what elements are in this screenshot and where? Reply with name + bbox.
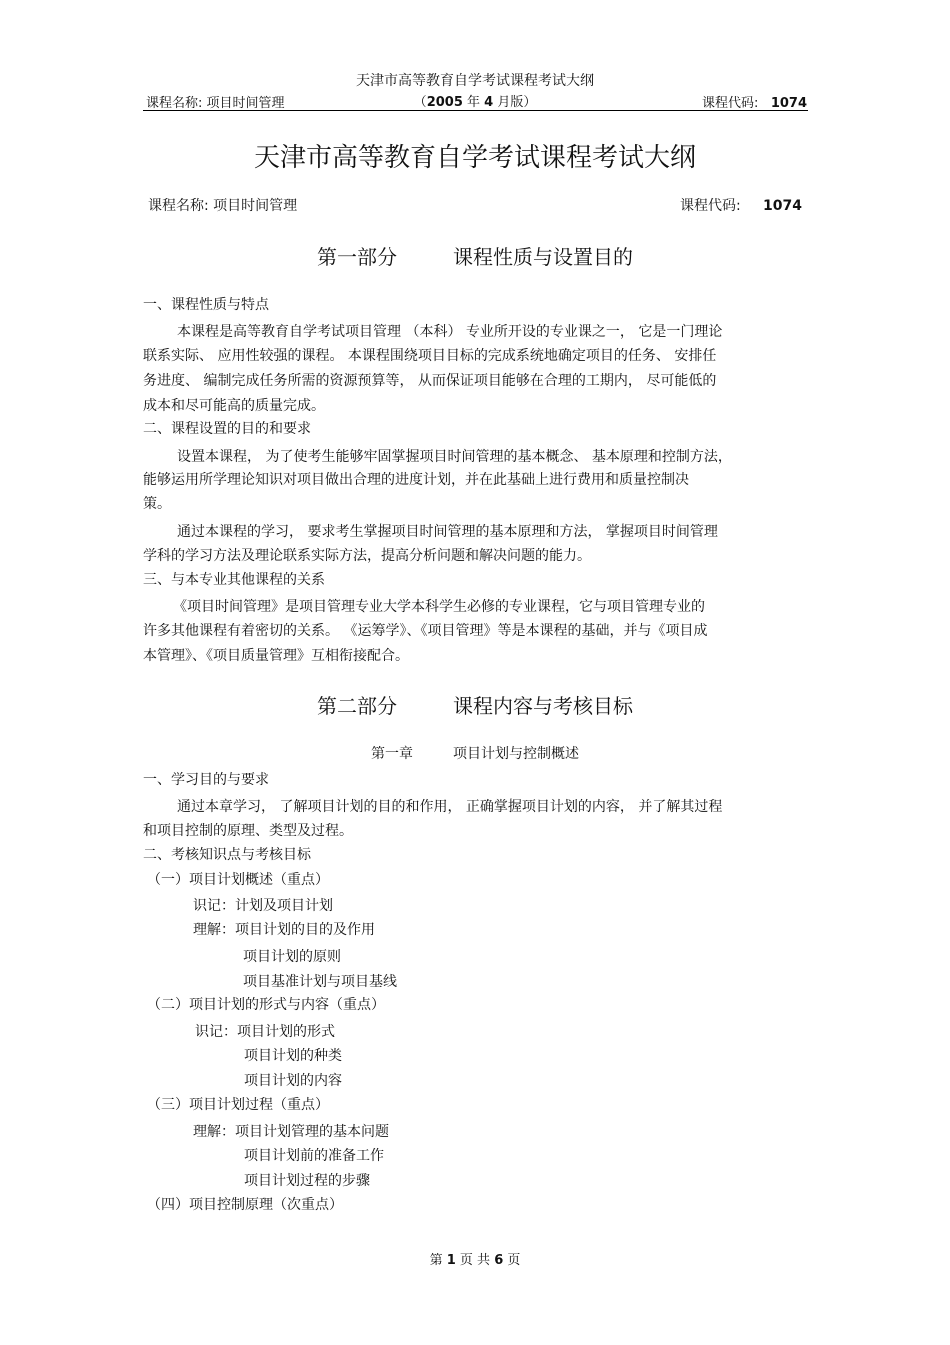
outline-item: 识记：计划及项目计划 bbox=[193, 898, 333, 914]
outline-item: 项目计划前的准备工作 bbox=[244, 1148, 384, 1164]
running-header-title: 天津市高等教育自学考试课程考试大纲 bbox=[356, 73, 594, 89]
paragraph-line: 本管理》、《项目质量管理》互相衔接配合。 bbox=[143, 648, 409, 664]
outline-item: （四）项目控制原理（次重点） bbox=[147, 1197, 343, 1213]
paragraph-line: 学科的学习方法及理论联系实际方法，提高分析问题和解决问题的能力。 bbox=[143, 548, 591, 564]
paragraph-line: 通过本课程的学习， 要求考生掌握项目时间管理的基本原理和方法， 掌握项目时间管理 bbox=[177, 524, 718, 540]
paragraph-line: 通过本章学习， 了解项目计划的目的和作用， 正确掌握项目计划的内容， 并了解其过程 bbox=[177, 799, 723, 815]
section-heading: 一、课程性质与特点 bbox=[143, 297, 269, 313]
section-heading: 三、与本专业其他课程的关系 bbox=[143, 572, 325, 588]
paragraph-line: 和项目控制的原理、类型及过程。 bbox=[143, 823, 353, 839]
outline-item: 项目计划的内容 bbox=[244, 1073, 342, 1089]
running-header-edition: （2005 年 4 月版） bbox=[413, 95, 537, 110]
outline-item: 项目计划的原则 bbox=[243, 949, 341, 965]
paragraph-line: 能够运用所学理论知识对项目做出合理的进度计划，并在此基础上进行费用和质量控制决 bbox=[143, 472, 689, 488]
course-code: 课程代码: 1074 bbox=[680, 198, 802, 214]
outline-item: （一）项目计划概述（重点） bbox=[147, 872, 329, 888]
outline-item: 理解：项目计划管理的基本问题 bbox=[193, 1124, 389, 1140]
running-header-course-code: 课程代码: 1074 bbox=[702, 96, 807, 111]
outline-item: 项目基准计划与项目基线 bbox=[243, 974, 397, 990]
paragraph-line: 《项目时间管理》是项目管理专业大学本科学生必修的专业课程，它与项目管理专业的 bbox=[173, 599, 705, 615]
outline-item: 项目计划的种类 bbox=[244, 1048, 342, 1064]
section-heading: 一、学习目的与要求 bbox=[143, 772, 269, 788]
course-name: 课程名称: 项目时间管理 bbox=[148, 198, 298, 214]
paragraph-line: 成本和尽可能高的质量完成。 bbox=[143, 398, 325, 414]
part-two-heading: 第二部分 课程内容与考核目标 bbox=[317, 694, 633, 718]
paragraph-line: 本课程是高等教育自学考试项目管理 （本科） 专业所开设的专业课之一， 它是一门理论 bbox=[177, 324, 723, 340]
paragraph-line: 许多其他课程有着密切的关系。 《运筹学》、《项目管理》等是本课程的基础，并与《项目成 bbox=[143, 623, 708, 639]
outline-item: 项目计划过程的步骤 bbox=[244, 1173, 370, 1189]
paragraph-line: 联系实际、 应用性较强的课程。 本课程围绕项目目标的完成系统地确定项目的任务、 安排任 bbox=[143, 348, 717, 364]
outline-item: （二）项目计划的形式与内容（重点） bbox=[147, 997, 385, 1013]
paragraph-line: 策。 bbox=[143, 496, 171, 512]
part-one-heading: 第一部分 课程性质与设置目的 bbox=[317, 245, 633, 269]
page-number-footer: 第 1 页 共 6 页 bbox=[429, 1253, 521, 1268]
header-divider bbox=[143, 110, 808, 111]
paragraph-line: 设置本课程， 为了使考生能够牢固掌握项目时间管理的基本概念、 基本原理和控制方法， bbox=[177, 449, 732, 465]
outline-item: 识记：项目计划的形式 bbox=[195, 1024, 335, 1040]
running-header-course-name: 课程名称: 项目时间管理 bbox=[146, 96, 285, 111]
section-heading: 二、考核知识点与考核目标 bbox=[143, 847, 311, 863]
outline-item: （三）项目计划过程（重点） bbox=[147, 1097, 329, 1113]
document-title: 天津市高等教育自学考试课程考试大纲 bbox=[253, 143, 696, 173]
paragraph-line: 务进度、 编制完成任务所需的资源预算等， 从而保证项目能够在合理的工期内， 尽可能低的 bbox=[143, 373, 717, 389]
chapter-heading: 第一章 项目计划与控制概述 bbox=[371, 746, 579, 762]
section-heading: 二、课程设置的目的和要求 bbox=[143, 421, 311, 437]
outline-item: 理解：项目计划的目的及作用 bbox=[193, 922, 375, 938]
